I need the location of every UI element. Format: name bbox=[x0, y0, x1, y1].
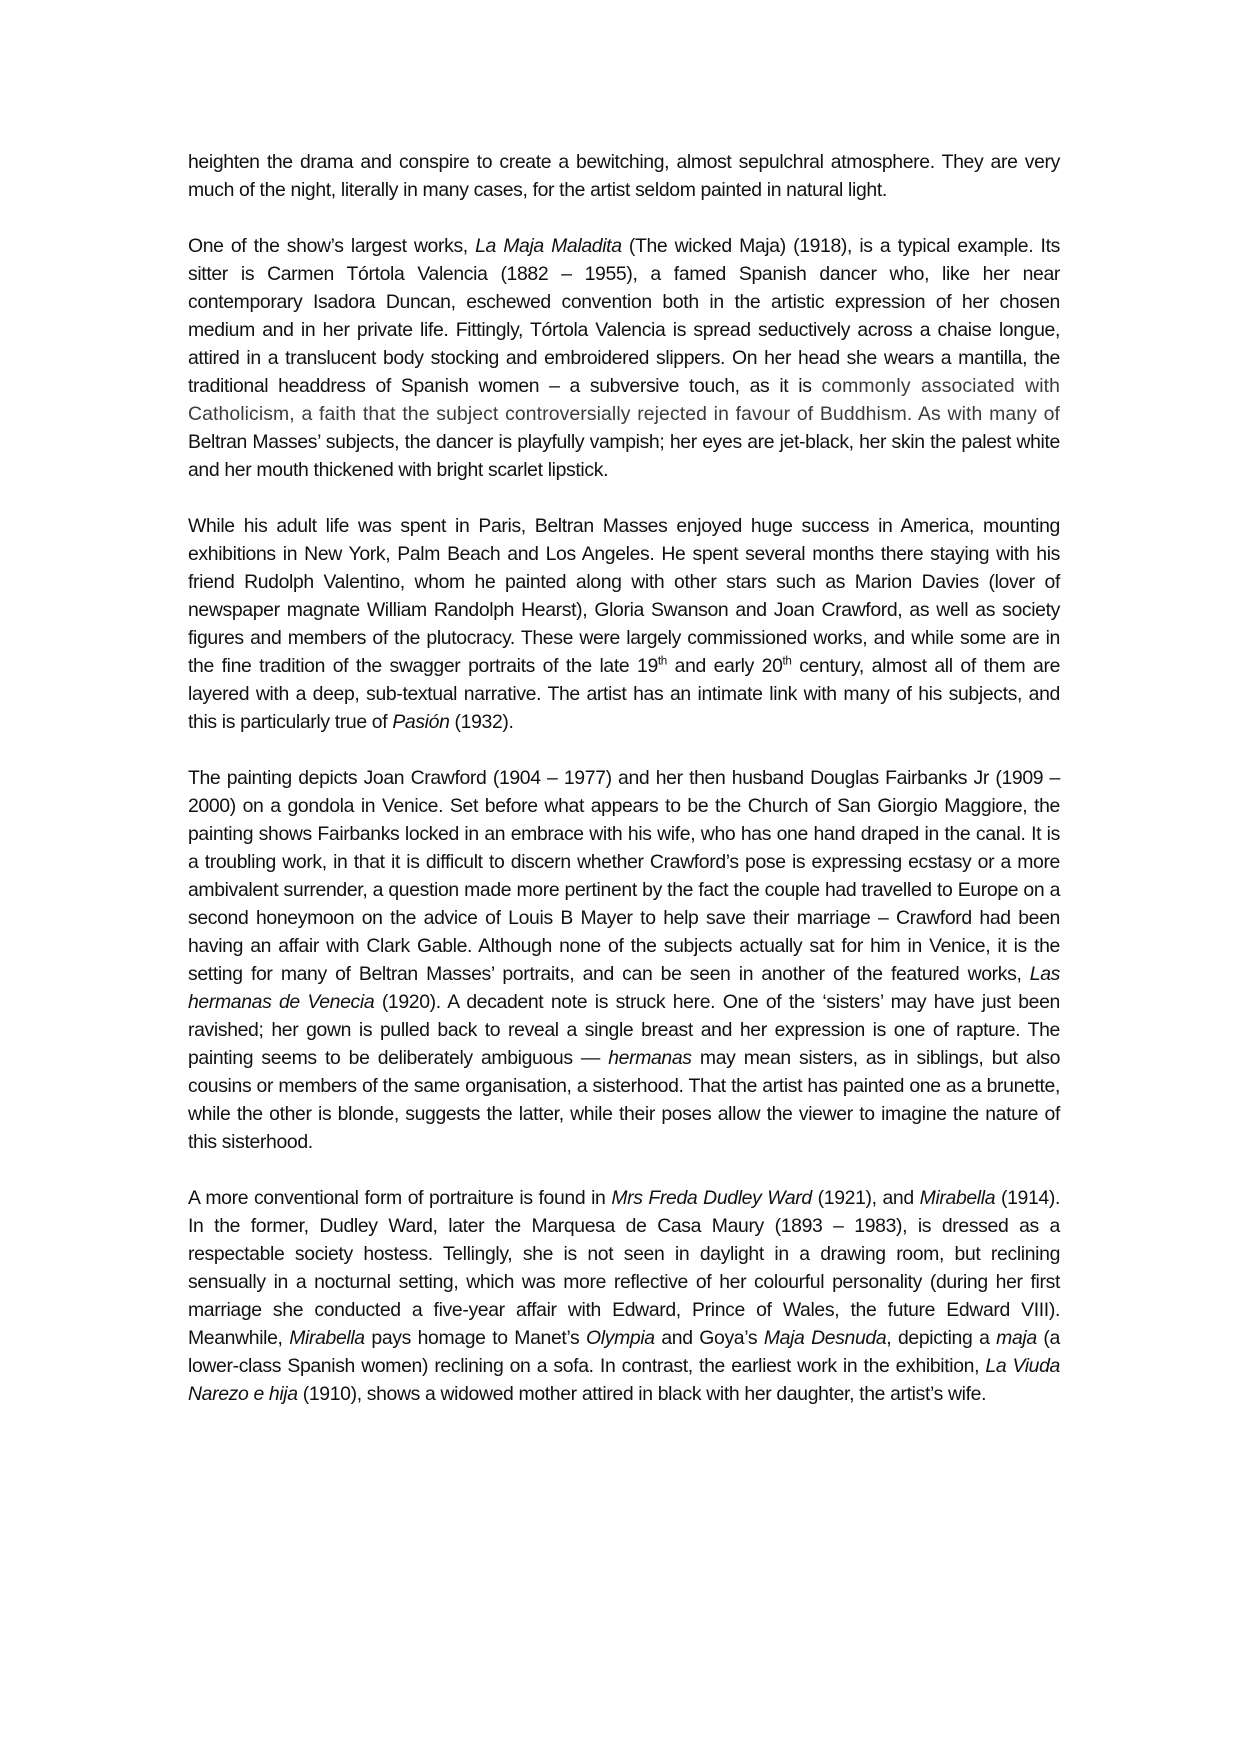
text-run: (1910), shows a widowed mother attired in black with her daughter, the artist’s wife. bbox=[297, 1383, 987, 1405]
text-run: century, almost all of them are layered with a deep, sub-textual narrative. The artist has an intimate link with many of his subjects, and this is particularly true of bbox=[188, 655, 1061, 733]
text-run: heighten the drama and conspire to create a bewitching, almost sepulchral atmosphere. They are very much of the night, literally in many cases, for the artist seldom painted in natural light. bbox=[188, 151, 1060, 201]
muted-text-run: commonly associated with Catholicism, a faith that the subject controversially rejected in favour of Buddhism. As with many of bbox=[188, 375, 1060, 425]
italic-title-text: Mirabella bbox=[919, 1187, 996, 1209]
text-run: Beltran Masses’ subjects, the dancer is playfully vampish; her eyes are jet-black, her skin the palest white and her mouth thickened with bright scarlet lipstick. bbox=[188, 431, 1060, 481]
paragraph-atmosphere bbox=[188, 148, 1060, 204]
text-run: A more conventional form of portraiture is found in bbox=[188, 1187, 612, 1209]
text-run: While his adult life was spent in Paris, Beltran Masses enjoyed huge success in America, mounting exhibitions in New York, Palm Beach and Los Angeles. He spent several months there staying with his friend Rudolph Valentino, whom he painted along with other stars such as Marion Davies (lover of newspaper magnate William Randolph Hearst), Gloria Swanson and Joan Crawford, as well as society figures and members of the plutocracy. These were largely commissioned works, and while some are in the fine tradition of the swagger portraits of the late 19 bbox=[188, 515, 1060, 677]
italic-title-text: La Viuda Narezo e hija bbox=[188, 1355, 1060, 1405]
italic-title-text: Las hermanas de Venecia bbox=[188, 963, 1060, 1013]
italic-title-text: Pasión bbox=[392, 711, 450, 733]
text-run: pays homage to Manet’s bbox=[364, 1327, 587, 1349]
paragraph-america-success bbox=[188, 512, 1060, 736]
text-run: (1920). A decadent note is struck here. One of the ‘sisters’ may have just been ravished; her gown is pulled back to reveal a single breast and her expression is one of rapture. The painting seems to be deliberately ambiguous — bbox=[188, 991, 1060, 1069]
paragraph-la-maja-maladita bbox=[188, 232, 1060, 484]
text-run: (1932). bbox=[449, 711, 514, 733]
text-run: , depicting a bbox=[886, 1327, 997, 1349]
italic-title-text: La Maja Maladita bbox=[475, 235, 622, 257]
text-run: (1914). In the former, Dudley Ward, later the Marquesa de Casa Maury (1893 – 1983), is dressed as a respectable society hostess. Tellingly, she is not seen in daylight in a drawing room, but reclining sensually in a nocturnal setting, which was more reflective of her colourful personality (during her first marriage she conducted a five-year affair with Edward, Prince of Wales, the future Edward VIII). Meanwhile, bbox=[188, 1187, 1060, 1349]
document-page bbox=[188, 148, 1060, 1436]
ordinal-superscript: th bbox=[782, 654, 792, 668]
italic-title-text: Maja Desnuda bbox=[763, 1327, 887, 1349]
text-run: may mean sisters, as in siblings, but also cousins or members of the same organisation, a sisterhood. That the artist has painted one as a brunette, while the other is blonde, suggests the latter, while their poses allow the viewer to imagine the nature of this sisterhood. bbox=[188, 1047, 1061, 1153]
text-run: The painting depicts Joan Crawford (1904 – 1977) and her then husband Douglas Fairbanks Jr (1909 – 2000) on a gondola in Venice. Set before what appears to be the Church of San Giorgio Maggiore, the painting shows Fairbanks locked in an embrace with his wife, who has one hand draped in the canal. It is a troubling work, in that it is difficult to discern whether Crawford’s pose is expressing ecstasy or a more ambivalent surrender, a question made more pertinent by the fact the couple had travelled to Europe on a second honeymoon on the advice of Louis B Mayer to help save their marriage – Crawford had been having an affair with Clark Gable. Although none of the subjects actually sat for him in Venice, it is the setting for many of Beltran Masses’ portraits, and can be seen in another of the featured works, bbox=[188, 767, 1060, 985]
paragraph-pasion-painting bbox=[188, 764, 1060, 1156]
text-run: and early 20 bbox=[666, 655, 783, 677]
italic-title-text: Mrs Freda Dudley Ward bbox=[611, 1187, 812, 1209]
text-run: One of the show’s largest works, bbox=[188, 235, 476, 257]
italic-title-text: Mirabella bbox=[289, 1327, 365, 1349]
text-run: (1921), and bbox=[811, 1187, 920, 1209]
italic-title-text: Olympia bbox=[586, 1327, 655, 1349]
text-run: and Goya’s bbox=[654, 1327, 764, 1349]
italic-title-text: maja bbox=[996, 1327, 1037, 1349]
italic-title-text: hermanas bbox=[608, 1047, 692, 1069]
text-run: (a lower-class Spanish women) reclining on a sofa. In contrast, the earliest work in the exhibition, bbox=[188, 1327, 1060, 1377]
ordinal-superscript: th bbox=[657, 654, 667, 668]
text-run: (The wicked Maja) (1918), is a typical example. Its sitter is Carmen Tórtola Valencia (1882 – 1955), a famed Spanish dancer who, like her near contemporary Isadora Duncan, eschewed convention both in the artistic expression of her chosen medium and in her private life. Fittingly, Tórtola Valencia is spread seductively across a chaise longue, attired in a translucent body stocking and embroidered slippers. On her head she wears a mantilla, the traditional headdress of Spanish women – a subversive touch, as it is bbox=[188, 235, 1060, 397]
paragraph-conventional-portraiture bbox=[188, 1184, 1060, 1408]
